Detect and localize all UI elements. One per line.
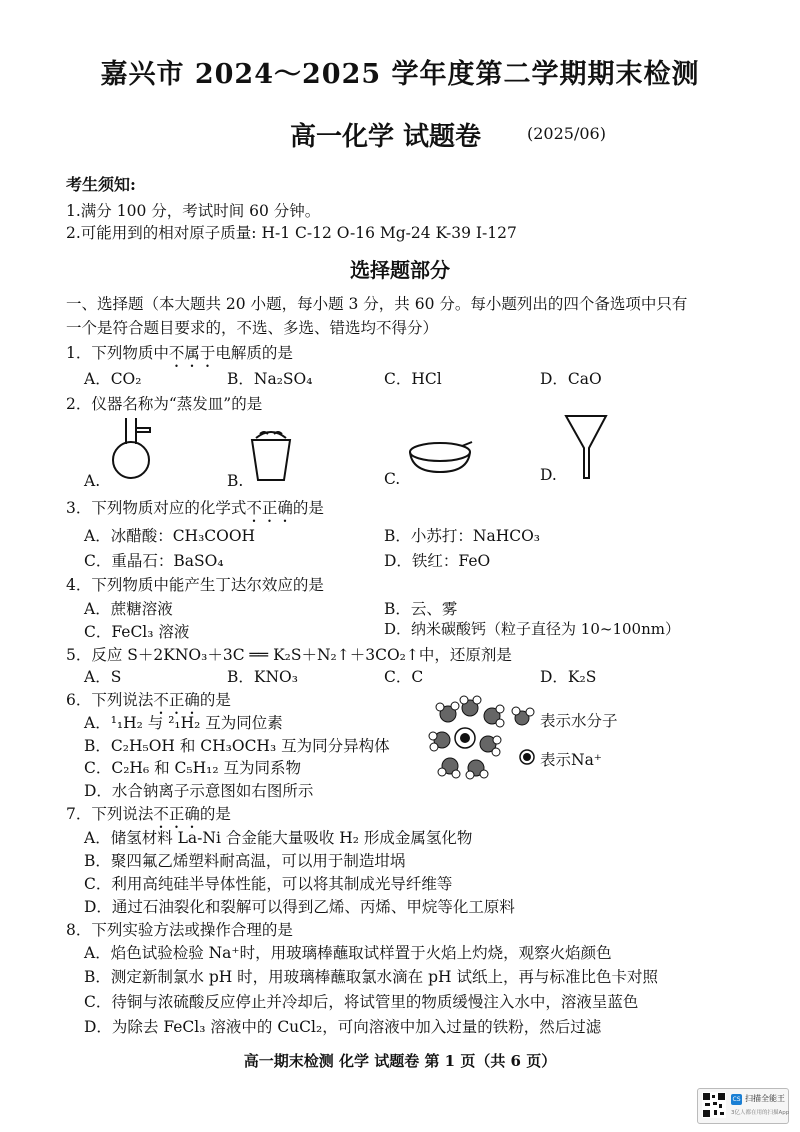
hydrated-sodium-ion-diagram — [426, 694, 516, 780]
q7-option-b: B．聚四氟乙烯塑料耐高温，可以用于制造坩埚 — [84, 852, 406, 870]
exam-date: (2025/06) — [527, 124, 606, 143]
qr-code-icon — [702, 1092, 726, 1118]
instruction-line: 一个是符合题目要求的，不选、多选、错选均不得分） — [66, 319, 439, 337]
q1-option-c: C．HCl — [384, 370, 442, 388]
question-4-stem: 4．下列物质中能产生丁达尔效应的是 — [66, 576, 324, 594]
q7-option-c: C．利用高纯硅半导体性能，可以将其制成光导纤维等 — [84, 875, 453, 893]
q2-label-a: A. — [84, 472, 101, 490]
q8-option-c: C．待铜与浓硫酸反应停止并冷却后，将试管里的物质缓慢注入水中，溶液呈蓝色 — [84, 993, 639, 1011]
q1-option-b: B．Na₂SO₄ — [227, 370, 313, 388]
section-title: 选择题部分 — [350, 258, 450, 282]
q2-label-d: D. — [540, 466, 557, 484]
scanner-tagline: 3亿人都在用的扫描App — [731, 1110, 790, 1116]
legend-water-label: 表示水分子 — [540, 712, 618, 730]
question-1-stem: 1．下列物质中不属于电解质的是 — [66, 344, 293, 362]
question-7-stem: 7．下列说法不正确的是 — [66, 805, 231, 823]
water-molecule-icon — [484, 705, 504, 727]
evaporating-dish-icon — [406, 438, 478, 482]
q6-option-c: C．C₂H₆ 和 C₅H₁₂ 互为同系物 — [84, 759, 301, 777]
q7-option-d: D．通过石油裂化和裂解可以得到乙烯、丙烯、甲烷等化工原料 — [84, 898, 515, 916]
exam-title: 嘉兴市 2024～2025 学年度第二学期期末检测 — [100, 59, 700, 90]
page-footer: 高一期末检测 化学 试题卷 第 1 页（共 6 页） — [243, 1052, 557, 1070]
water-molecule-icon — [466, 760, 488, 779]
question-5-stem: 5．反应 S＋2KNO₃＋3C ══ K₂S＋N₂↑＋3CO₂↑中，还原剂是 — [66, 646, 512, 664]
q4-option-c: C．FeCl₃ 溶液 — [84, 623, 190, 641]
water-molecule-icon — [436, 702, 459, 722]
legend-sodium-label: 表示Na⁺ — [540, 751, 602, 769]
q4-option-d: D．纳米碳酸钙（粒子直径为 10~100nm） — [384, 620, 680, 638]
q3-option-c: C．重晶石：BaSO₄ — [84, 552, 224, 570]
q8-option-a: A．焰色试验检验 Na⁺时，用玻璃棒蘸取试样置于火焰上灼烧，观察火焰颜色 — [84, 944, 612, 962]
notice-line: 1.满分 100 分，考试时间 60 分钟。 — [66, 202, 321, 220]
round-bottom-flask-icon — [102, 414, 162, 484]
notice-line: 2.可能用到的相对原子质量: H-1 C-12 O-16 Mg-24 K-39 I-127 — [66, 224, 517, 242]
q8-option-b: B．测定新制氯水 pH 时，用玻璃棒蘸取氯水滴在 pH 试纸上，再与标准比色卡对照 — [84, 968, 658, 986]
q5-option-d: D．K₂S — [540, 668, 597, 686]
sodium-ion-legend-icon — [518, 748, 536, 766]
question-2-stem: 2．仪器名称为“蒸发皿”的是 — [66, 395, 263, 413]
water-molecule-icon — [429, 732, 450, 751]
exam-subtitle: 高一化学 试题卷 — [290, 122, 482, 152]
scanner-logo-icon: CS — [732, 1096, 741, 1103]
question-3-stem: 3．下列物质对应的化学式不正确的是 — [66, 499, 324, 517]
scanner-brand: 扫描全能王 — [745, 1094, 785, 1103]
q3-option-a: A．冰醋酸：CH₃COOH — [84, 527, 256, 545]
instruction-line: 一、选择题（本大题共 20 小题，每小题 3 分，共 60 分。每小题列出的四个备选项中只有 — [66, 295, 688, 313]
water-molecule-legend-icon — [510, 706, 536, 728]
crucible-icon — [246, 428, 296, 484]
q3-option-b: B．小苏打：NaHCO₃ — [384, 527, 540, 545]
q2-label-c: C. — [384, 470, 401, 488]
q6-option-b: B．C₂H₅OH 和 CH₃OCH₃ 互为同分异构体 — [84, 737, 390, 755]
q1-option-d: D．CaO — [540, 370, 602, 388]
water-molecule-icon — [480, 736, 501, 756]
funnel-icon — [562, 412, 612, 484]
scanner-watermark — [697, 1088, 789, 1124]
q8-option-d: D．为除去 FeCl₃ 溶液中的 CuCl₂，可向溶液中加入过量的铁粉，然后过滤 — [84, 1018, 602, 1036]
q6-option-d: D．水合钠离子示意图如右图所示 — [84, 782, 314, 800]
water-molecule-icon — [460, 696, 481, 716]
q5-option-c: C．C — [384, 668, 424, 686]
q6-option-a: A．¹₁H₂ 与 ²₁H₂ 互为同位素 — [84, 714, 283, 732]
q4-option-b: B．云、雾 — [384, 600, 458, 618]
water-molecule-icon — [438, 758, 460, 778]
q2-label-b: B. — [227, 472, 244, 490]
q4-option-a: A．蔗糖溶液 — [84, 600, 173, 618]
question-8-stem: 8．下列实验方法或操作合理的是 — [66, 921, 293, 939]
q5-option-a: A．S — [84, 668, 122, 686]
q5-option-b: B．KNO₃ — [227, 668, 298, 686]
question-6-stem: 6．下列说法不正确的是 — [66, 691, 231, 709]
q3-option-d: D．铁红：FeO — [384, 552, 491, 570]
q1-option-a: A．CO₂ — [84, 370, 142, 388]
q7-option-a: A．储氢材料 La-Ni 合金能大量吸收 H₂ 形成金属氢化物 — [84, 829, 473, 847]
notice-heading: 考生须知: — [66, 175, 136, 194]
